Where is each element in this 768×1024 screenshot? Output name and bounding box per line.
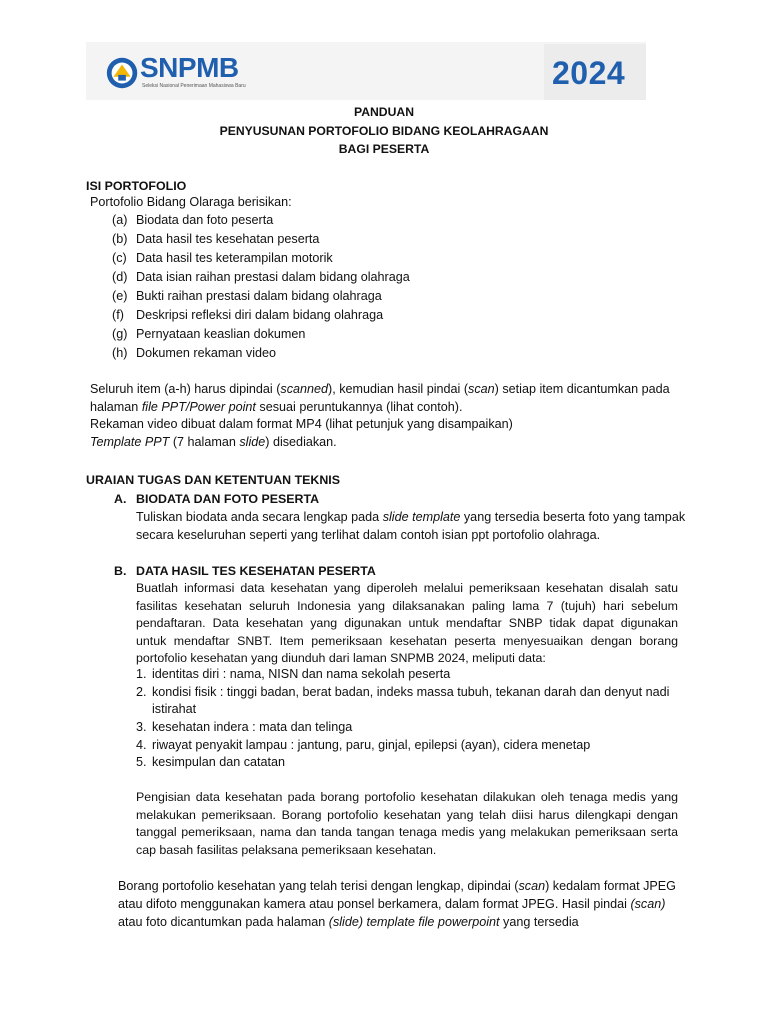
subsection-b-paragraph-3-line-3: atau foto dicantumkan pada halaman (slide) template file powerpoint yang tersedia: [118, 915, 579, 929]
list-item-label: (f): [112, 308, 124, 322]
list-item-label: 3.: [136, 720, 147, 734]
list-item: identitas diri : nama, NISN dan nama sekolah peserta: [152, 667, 451, 681]
list-item: kesehatan indera : mata dan telinga: [152, 720, 353, 734]
subsection-b-paragraph-3-line-2: atau difoto menggunakan kamera atau ponsel berkamera, dalam format JPEG. Hasil pindai (scan): [118, 897, 666, 911]
list-item-label: (a): [112, 213, 128, 227]
doc-title-line2: PENYUSUNAN PORTOFOLIO BIDANG KEOLAHRAGAAN: [219, 124, 549, 138]
isi-paragraph-2: Rekaman video dibuat dalam format MP4 (lihat petunjuk yang disampaikan): [90, 417, 513, 431]
isi-intro: Portofolio Bidang Olaraga berisikan:: [90, 195, 292, 209]
subsection-a-line-2: secara keseluruhan seperti yang terlihat dalam contoh isian ppt portofolio olahraga.: [136, 528, 601, 542]
isi-paragraph-1-line-1: Seluruh item (a-h) harus dipindai (scanned), kemudian hasil pindai (scan) setiap item dicantumkan pada: [90, 382, 670, 396]
list-item: kesimpulan dan catatan: [152, 755, 286, 769]
subsection-b-paragraph-2: [136, 789, 678, 859]
subsection-label-b: B.: [114, 564, 127, 578]
list-item: Data hasil tes keterampilan motorik: [136, 251, 333, 265]
list-item: Deskripsi refleksi diri dalam bidang olahraga: [136, 308, 384, 322]
paragraph-line: Buatlah informasi data kesehatan yang diperoleh melalui pemeriksaan kesehatan disalah satu: [136, 581, 678, 595]
paragraph-line: tanggal pemeriksaan, nama dan tanda tangan tenaga medis yang melakukan pemeriksaan serta: [136, 825, 678, 839]
list-item: Biodata dan foto peserta: [136, 213, 274, 227]
isi-paragraph-3: Template PPT (7 halaman slide) disediakan.: [90, 435, 337, 449]
list-item-label: (g): [112, 327, 128, 341]
list-item: kondisi fisik : tinggi badan, berat badan, indeks massa tubuh, tekanan darah dan denyut nadi: [152, 685, 670, 699]
list-item: Dokumen rekaman video: [136, 346, 277, 360]
subsection-b-paragraph-3-line-1: Borang portofolio kesehatan yang telah terisi dengan lengkap, dipindai (scan) kedalam format JPEG: [118, 879, 676, 893]
logo-subtext: Seleksi Nasional Penerimaan Mahasiswa Baru: [142, 83, 246, 89]
list-item: Bukti raihan prestasi dalam bidang olahraga: [136, 289, 382, 303]
subsection-title-a: BIODATA DAN FOTO PESERTA: [136, 492, 320, 506]
list-item: riwayat penyakit lampau : jantung, paru, ginjal, epilepsi (ayan), cidera menetap: [152, 738, 591, 752]
isi-paragraph-1-line-2: halaman file PPT/Power point sesuai peruntukannya (lihat contoh).: [90, 400, 463, 414]
list-item-label: 5.: [136, 755, 147, 769]
snpmb-emblem-icon: [104, 51, 142, 95]
list-item-label: (c): [112, 251, 127, 265]
doc-title-line3: BAGI PESERTA: [338, 142, 430, 156]
paragraph-line: melakukan pemeriksaan. Borang portofolio kesehatan yang telah diisi harus dilengkapi dengan: [136, 807, 678, 822]
list-item-label: (d): [112, 270, 128, 284]
section-heading-uraian: URAIAN TUGAS DAN KETENTUAN TEKNIS: [86, 473, 341, 487]
doc-title-line1: PANDUAN: [353, 105, 415, 119]
paragraph-line: untuk mendaftar SNBT. Item pemeriksaan kesehatan peserta menyesuaikan dengan borang: [136, 633, 678, 648]
list-item: Data isian raihan prestasi dalam bidang olahraga: [136, 270, 410, 284]
list-item-label: 4.: [136, 738, 147, 752]
subsection-b-paragraph-1: [136, 580, 678, 668]
list-item-continuation: istirahat: [152, 702, 197, 716]
paragraph-line: portofolio kesehatan yang diunduh dari laman SNPMB 2024, meliputi data:: [136, 651, 546, 665]
list-item-label: 2.: [136, 685, 147, 699]
paragraph-line: Pengisian data kesehatan pada borang portofolio kesehatan dilakukan oleh tenaga medis yang: [136, 790, 678, 804]
list-item-label: (e): [112, 289, 128, 303]
year-label: 2024: [552, 55, 626, 91]
section-heading-isi: ISI PORTOFOLIO: [86, 179, 187, 193]
subsection-label-a: A.: [114, 492, 127, 506]
subsection-title-b: DATA HASIL TES KESEHATAN PESERTA: [136, 564, 376, 578]
logo-text: SNPMB: [140, 52, 239, 83]
paragraph-line: fasilitas kesehatan seluruh Indonesia yang dilaksanakan paling lama 7 (tujuh) hari sebelum: [136, 598, 678, 613]
paragraph-line: pendaftaran. Data kesehatan yang digunakan untuk mendaftar SNBP tidak dapat digunakan: [136, 616, 678, 630]
paragraph-line: cap basah fasilitas pelaksana pemeriksaan kesehatan.: [136, 842, 437, 857]
list-item: Pernyataan keaslian dokumen: [136, 327, 306, 341]
list-item-label: (b): [112, 232, 128, 246]
subsection-a-line-1: Tuliskan biodata anda secara lengkap pada slide template yang tersedia beserta foto yang tampak: [136, 510, 686, 524]
list-item-label: 1.: [136, 667, 147, 681]
list-item-label: (h): [112, 346, 128, 360]
list-item: Data hasil tes kesehatan peserta: [136, 232, 320, 246]
